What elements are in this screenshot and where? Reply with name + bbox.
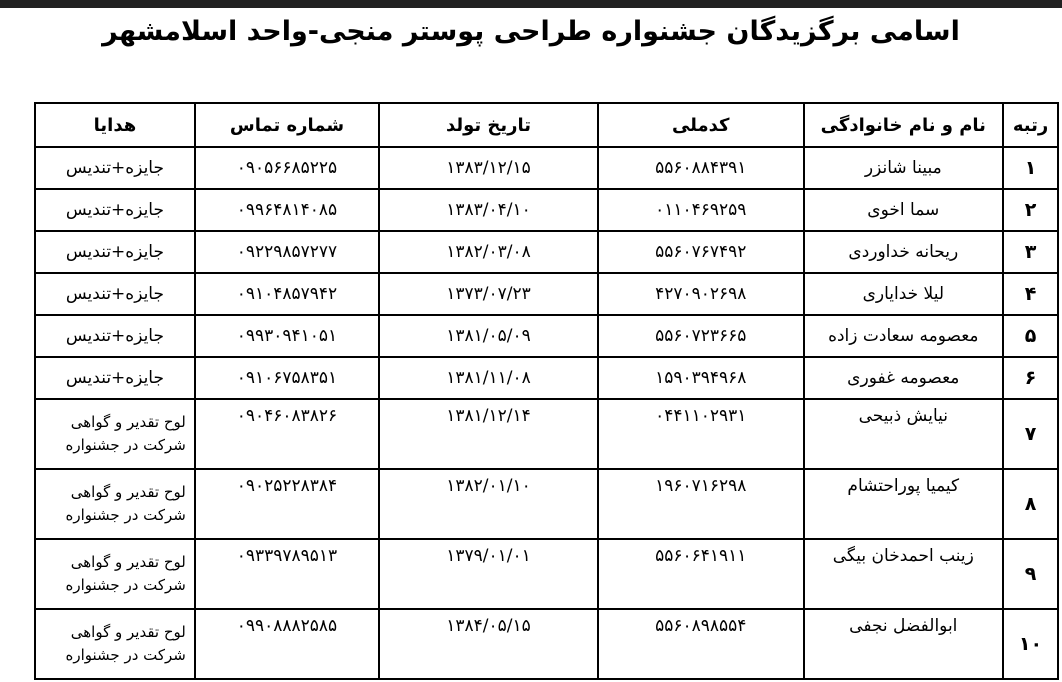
birth-date-cell: ۱۳۸۳/۱۲/۱۵ xyxy=(379,147,598,189)
gift-cell: جایزه+تندیس xyxy=(35,147,195,189)
gift-cell: جایزه+تندیس xyxy=(35,357,195,399)
phone-cell: ۰۹۳۳۹۷۸۹۵۱۳ xyxy=(195,539,379,609)
phone-cell: ۰۹۰۵۶۶۸۵۲۲۵ xyxy=(195,147,379,189)
table-row xyxy=(35,469,1058,539)
name-cell: نیایش ذبیحی xyxy=(804,399,1004,469)
birth-date-cell: ۱۳۸۲/۰۱/۱۰ xyxy=(379,469,598,539)
rank-cell: ۲ xyxy=(1003,189,1058,231)
birth-date-cell: ۱۳۸۱/۱۲/۱۴ xyxy=(379,399,598,469)
name-cell: مبینا شانزر xyxy=(804,147,1004,189)
gift-cell: لوح تقدیر و گواهی شرکت در جشنواره xyxy=(35,469,195,539)
name-cell: ریحانه خداوردی xyxy=(804,231,1004,273)
national-id-cell: ۵۵۶۰۷۶۷۴۹۲ xyxy=(598,231,804,273)
national-id-cell: ۰۱۱۰۴۶۹۲۵۹ xyxy=(598,189,804,231)
phone-cell: ۰۹۹۶۴۸۱۴۰۸۵ xyxy=(195,189,379,231)
name-cell: لیلا خدایاری xyxy=(804,273,1004,315)
top-border-bar xyxy=(0,0,1062,8)
page-title: اسامی برگزیدگان جشنواره طراحی پوستر منجی-واحد اسلامشهر xyxy=(102,16,960,47)
birth-date-cell: ۱۳۸۲/۰۳/۰۸ xyxy=(379,231,598,273)
header-national-id: کدملی xyxy=(598,103,804,147)
name-cell: معصومه سعادت زاده xyxy=(804,315,1004,357)
rank-cell: ۱ xyxy=(1003,147,1058,189)
gift-cell: جایزه+تندیس xyxy=(35,273,195,315)
header-rank: رتبه xyxy=(1003,103,1058,147)
national-id-cell: ۱۹۶۰۷۱۶۲۹۸ xyxy=(598,469,804,539)
rank-cell: ۱۰ xyxy=(1003,609,1058,679)
national-id-cell: ۱۵۹۰۳۹۴۹۶۸ xyxy=(598,357,804,399)
phone-cell: ۰۹۱۰۴۸۵۷۹۴۲ xyxy=(195,273,379,315)
national-id-cell: ۵۵۶۰۸۹۸۵۵۴ xyxy=(598,609,804,679)
phone-cell: ۰۹۹۰۸۸۸۲۵۸۵ xyxy=(195,609,379,679)
birth-date-cell: ۱۳۷۳/۰۷/۲۳ xyxy=(379,273,598,315)
rank-cell: ۷ xyxy=(1003,399,1058,469)
gift-cell: لوح تقدیر و گواهی شرکت در جشنواره xyxy=(35,539,195,609)
phone-cell: ۰۹۰۴۶۰۸۳۸۲۶ xyxy=(195,399,379,469)
rank-cell: ۵ xyxy=(1003,315,1058,357)
table-header-row xyxy=(35,103,1058,147)
national-id-cell: ۴۲۷۰۹۰۲۶۹۸ xyxy=(598,273,804,315)
table-row xyxy=(35,399,1058,469)
gift-cell: جایزه+تندیس xyxy=(35,315,195,357)
winners-table xyxy=(34,102,1059,680)
phone-cell: ۰۹۲۲۹۸۵۷۲۷۷ xyxy=(195,231,379,273)
national-id-cell: ۵۵۶۰۸۸۴۳۹۱ xyxy=(598,147,804,189)
table-row xyxy=(35,273,1058,315)
gift-cell: لوح تقدیر و گواهی شرکت در جشنواره xyxy=(35,399,195,469)
phone-cell: ۰۹۰۲۵۲۲۸۳۸۴ xyxy=(195,469,379,539)
name-cell: معصومه غفوری xyxy=(804,357,1004,399)
table-row xyxy=(35,147,1058,189)
name-cell: زینب احمدخان بیگی xyxy=(804,539,1004,609)
rank-cell: ۹ xyxy=(1003,539,1058,609)
gift-cell: جایزه+تندیس xyxy=(35,189,195,231)
table-row xyxy=(35,357,1058,399)
header-name: نام و نام خانوادگی xyxy=(804,103,1004,147)
table-row xyxy=(35,609,1058,679)
table-row xyxy=(35,231,1058,273)
phone-cell: ۰۹۹۳۰۹۴۱۰۵۱ xyxy=(195,315,379,357)
rank-cell: ۸ xyxy=(1003,469,1058,539)
rank-cell: ۶ xyxy=(1003,357,1058,399)
header-birth-date: تاریخ تولد xyxy=(379,103,598,147)
header-gift: هدایا xyxy=(35,103,195,147)
national-id-cell: ۵۵۶۰۶۴۱۹۱۱ xyxy=(598,539,804,609)
birth-date-cell: ۱۳۸۳/۰۴/۱۰ xyxy=(379,189,598,231)
phone-cell: ۰۹۱۰۶۷۵۸۳۵۱ xyxy=(195,357,379,399)
table-row xyxy=(35,539,1058,609)
national-id-cell: ۵۵۶۰۷۲۳۶۶۵ xyxy=(598,315,804,357)
rank-cell: ۴ xyxy=(1003,273,1058,315)
table-row xyxy=(35,315,1058,357)
table-row xyxy=(35,189,1058,231)
name-cell: کیمیا پوراحتشام xyxy=(804,469,1004,539)
name-cell: ابوالفضل نجفی xyxy=(804,609,1004,679)
gift-cell: لوح تقدیر و گواهی شرکت در جشنواره xyxy=(35,609,195,679)
name-cell: سما اخوی xyxy=(804,189,1004,231)
birth-date-cell: ۱۳۸۱/۱۱/۰۸ xyxy=(379,357,598,399)
birth-date-cell: ۱۳۷۹/۰۱/۰۱ xyxy=(379,539,598,609)
birth-date-cell: ۱۳۸۴/۰۵/۱۵ xyxy=(379,609,598,679)
birth-date-cell: ۱۳۸۱/۰۵/۰۹ xyxy=(379,315,598,357)
gift-cell: جایزه+تندیس xyxy=(35,231,195,273)
rank-cell: ۳ xyxy=(1003,231,1058,273)
header-phone: شماره تماس xyxy=(195,103,379,147)
national-id-cell: ۰۴۴۱۱۰۲۹۳۱ xyxy=(598,399,804,469)
